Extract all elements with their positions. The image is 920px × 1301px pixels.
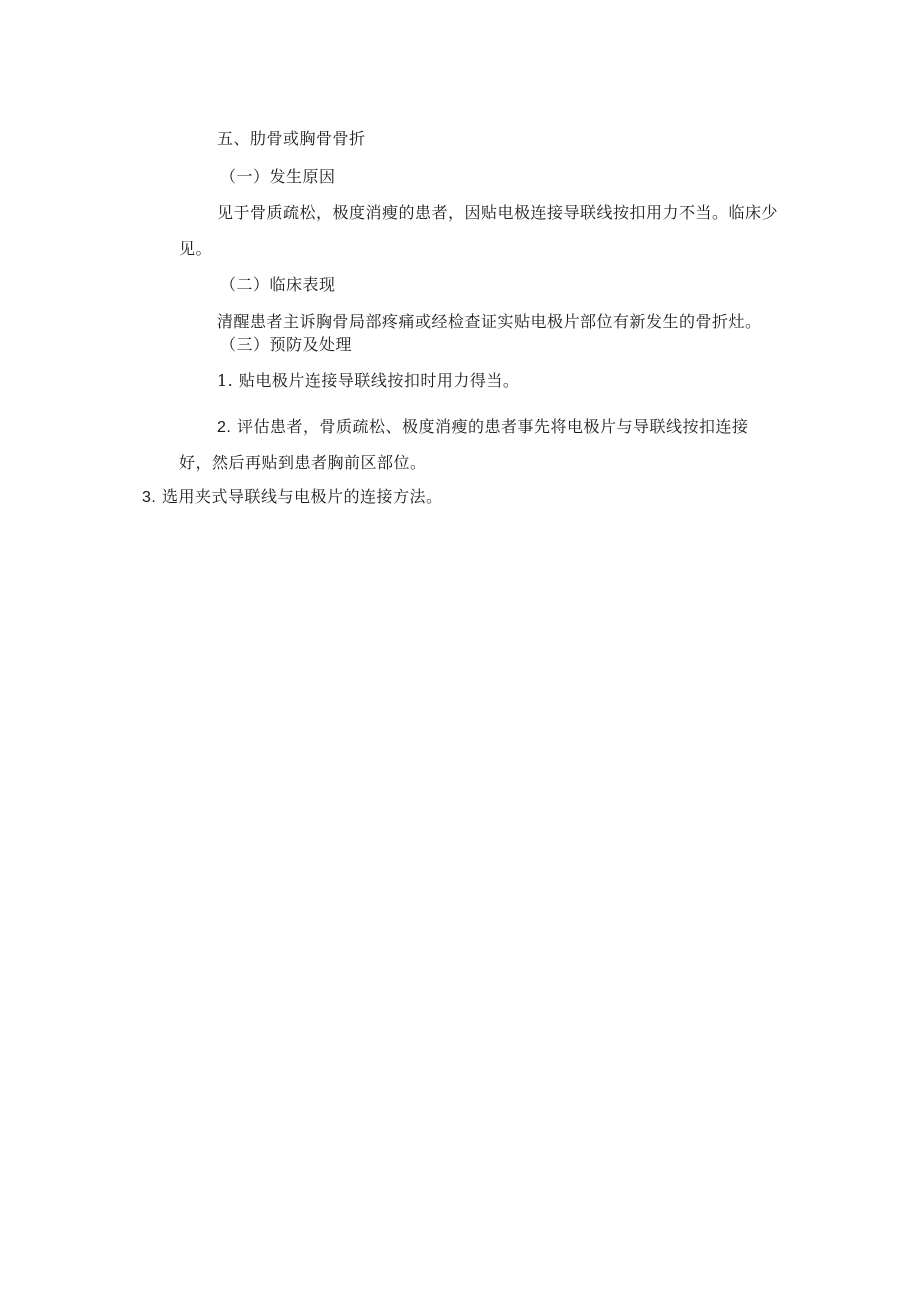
subsection-heading-manifestation: （二）临床表现 bbox=[220, 275, 336, 294]
prevention-item-2-line-2: 好，然后再贴到患者胸前区部位。 bbox=[179, 453, 427, 472]
prevention-item-2-text: 评估患者，骨质疏松、极度消瘦的患者事先将电极片与导联线按扣连接 bbox=[236, 417, 749, 436]
prevention-item-3-number: 3. bbox=[142, 489, 157, 506]
subsection-heading-prevention: （三）预防及处理 bbox=[220, 335, 353, 354]
prevention-item-1: 1. 贴电极片连接导联线按扣时用力得当。 bbox=[217, 371, 520, 390]
prevention-item-2-number: 2. bbox=[217, 419, 232, 436]
section-heading: 五、肋骨或胸骨骨折 bbox=[217, 129, 366, 148]
causes-paragraph-line-1: 见于骨质疏松，极度消瘦的患者，因贴电极连接导联线按扣用力不当。临床少 bbox=[217, 203, 779, 222]
subsection-heading-causes: （一）发生原因 bbox=[220, 167, 336, 186]
prevention-item-3 bbox=[142, 486, 442, 509]
prevention-item-2-line-1 bbox=[217, 416, 748, 439]
manifestation-paragraph: 清醒患者主诉胸骨局部疼痛或经检查证实贴电极片部位有新发生的骨折灶。 bbox=[217, 312, 762, 331]
prevention-item-3-text: 选用夹式导联线与电极片的连接方法。 bbox=[161, 487, 443, 506]
causes-paragraph-line-2: 见。 bbox=[179, 239, 213, 258]
